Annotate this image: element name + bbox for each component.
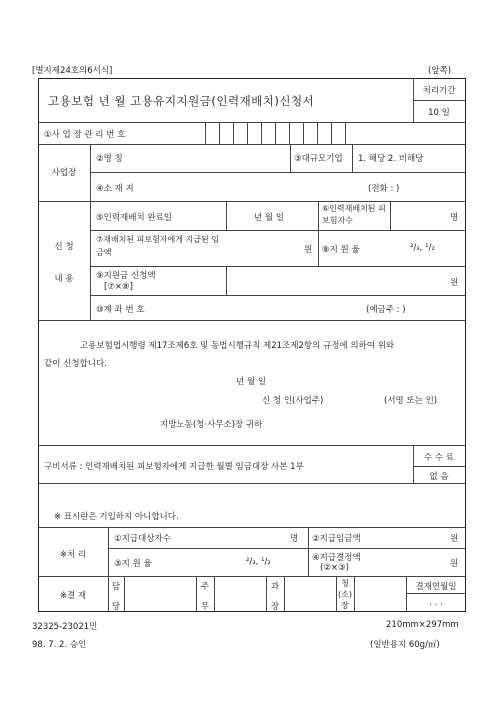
phone-label: (전화 : ) (368, 184, 400, 194)
insured-count-unit: 명 (450, 213, 459, 223)
approval-manager-2: 장 (270, 602, 280, 612)
footer-form-number: 32325-23021민 (32, 622, 98, 632)
declaration-date: 년 월 일 (236, 377, 267, 387)
subsidy-label: ⑨지원금 신청액 (96, 271, 156, 281)
processing-rate-value: ²/₃, ¹/₂ (246, 557, 271, 567)
pay-amount-label: ②지급임금액 (312, 534, 361, 544)
page-side: (앞쪽) (428, 66, 452, 76)
application-section-label-1: 신 청 (54, 242, 74, 252)
workplace-reg-no-label: ①사 업 장 관 리 번 호 (44, 130, 126, 140)
approval-chief-2: 무 (200, 602, 210, 612)
footer-approval-date: 98. 7. 2. 승인 (32, 640, 87, 650)
approval-staff-2: 당 (111, 602, 121, 612)
footer-paper-type: (일반용지 60g/㎡) (370, 640, 440, 650)
subsidy-formula: [⑦×⑧] (104, 282, 133, 292)
approval-date-value: . . . (429, 598, 443, 608)
account-label: ⑩계 좌 번 호 (96, 305, 145, 315)
notice-text: ※ 표시란은 기입하지 아니합니다. (54, 512, 179, 522)
decision-unit: 원 (450, 559, 459, 569)
completion-date-units: 년 월 일 (254, 213, 285, 223)
pay-amount-unit: 원 (450, 534, 459, 544)
approval-label: ※결 재 (59, 591, 87, 601)
form-reference: [별지제24호의6서식] (32, 66, 113, 76)
fee-value: 없 음 (429, 472, 449, 482)
large-company-options: 1. 해당 2. 비해당 (358, 154, 424, 164)
subsidy-unit: 원 (450, 278, 459, 288)
declaration-text-1: 고용보험법시행령 제17조제6호 및 동법시행규칙 제21조제2항의 규정에 의하여 위와 (80, 341, 395, 351)
application-section-label-2: 내 용 (54, 274, 74, 284)
approval-head-2: (소) (338, 590, 352, 599)
completion-date-label: ⑤인력재배치 완료일 (96, 213, 173, 223)
addressee: 지방노동(청·사무소)장 귀하 (160, 420, 263, 430)
decision-amount-label: ④지급결정액 (312, 553, 361, 563)
processing-period-value: 10 일 (428, 108, 450, 118)
large-company-label: ③대규모기업 (294, 154, 343, 164)
fee-label: 수 수 료 (423, 453, 455, 463)
approval-staff-1: 담 (111, 582, 121, 592)
applicant-label: 신 청 인(사업주) (262, 396, 324, 406)
approval-head-1: 청 (341, 579, 349, 588)
processing-period-label: 처리기간 (422, 86, 456, 96)
approval-chief-1: 주 (200, 582, 210, 592)
account-holder: (예금주 : ) (366, 305, 406, 315)
approval-manager-1: 과 (270, 582, 280, 592)
target-count-label: ①지급대상자수 (114, 534, 171, 544)
approval-head-3: 장 (341, 601, 349, 610)
footer-paper-size: 210mm×297mm (386, 620, 459, 630)
required-documents: 구비서류 : 인력재배치된 피보험자에게 지급한 월별 임금대장 사본 1부 (44, 462, 304, 472)
support-rate-value: ²/₃, ¹/₂ (410, 243, 435, 253)
form-title: 고용보험 년 월 고용유지지원금(인력재배치)신청서 (48, 94, 315, 108)
insured-count-label: ⑥인력재배치된 피보험자수 (322, 204, 386, 225)
decision-formula: (②×③) (320, 563, 349, 573)
workplace-name-label: ②명 칭 (96, 154, 123, 164)
support-rate-label: ⑧지 원 율 (322, 245, 360, 255)
approval-date-label: 결재연월일 (415, 582, 457, 592)
workplace-section-label: 사업장 (51, 168, 77, 178)
wage-unit: 원 (304, 245, 313, 255)
processing-label: ※처 리 (59, 550, 87, 560)
declaration-text-2: 같이 신청합니다. (44, 359, 107, 369)
wage-label: ⑦재배치된 피보험자에게 지급된 임금액 (96, 235, 219, 257)
processing-rate-label: ③지 원 율 (114, 559, 152, 569)
target-count-unit: 명 (290, 534, 299, 544)
signature-label: (서명 또는 인) (384, 396, 438, 406)
workplace-address-label: ④소 재 지 (96, 184, 134, 194)
